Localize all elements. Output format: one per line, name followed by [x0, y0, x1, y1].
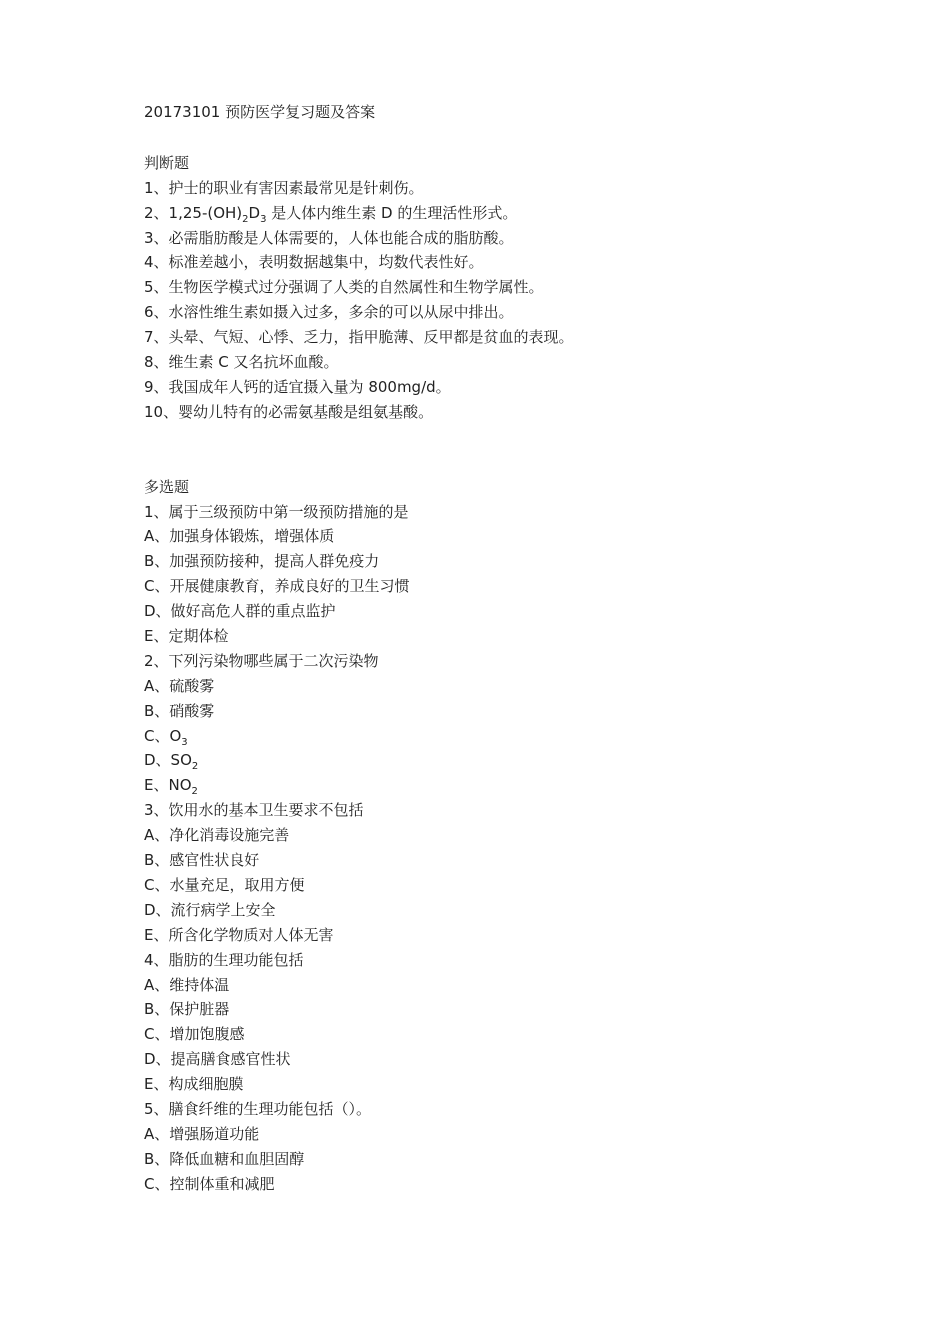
option: B、保护脏器: [144, 1000, 230, 1019]
question-stem: 1、属于三级预防中第一级预防措施的是: [144, 502, 409, 521]
option: E、定期体检: [144, 627, 229, 646]
option: E、所含化学物质对人体无害: [144, 925, 334, 944]
option: C、开展健康教育，养成良好的卫生习惯: [144, 577, 410, 596]
option: A、增强肠道功能: [144, 1124, 260, 1143]
option: D、流行病学上安全: [144, 900, 276, 919]
document-title: 20173101 预防医学复习题及答案: [144, 103, 376, 121]
judgment-item-8: 8、维生素 C 又名抗坏血酸。: [144, 353, 339, 372]
judgment-item-6: 6、水溶性维生素如摄入过多，多余的可以从尿中排出。: [144, 303, 514, 322]
option: E、$NO_2$: [144, 776, 198, 798]
question-stem: 4、脂肪的生理功能包括: [144, 950, 304, 969]
option: D、提高膳食感官性状: [144, 1050, 291, 1069]
document-page: [144, 96, 844, 1197]
option: C、控制体重和减肥: [144, 1174, 275, 1193]
judgment-item-4: 4、标准差越小，表明数据越集中，均数代表性好。: [144, 253, 484, 272]
option: D、做好高危人群的重点监护: [144, 602, 336, 621]
option: B、感官性状良好: [144, 851, 260, 870]
judgment-item-5: 5、生物医学模式过分强调了人类的自然属性和生物学属性。: [144, 278, 544, 297]
option: A、维持体温: [144, 975, 230, 994]
option: B、降低血糖和血胆固醇: [144, 1149, 305, 1168]
option: A、净化消毒设施完善: [144, 826, 290, 845]
question-stem: 3、饮用水的基本卫生要求不包括: [144, 801, 364, 820]
option: C、$O_3$: [144, 726, 188, 748]
option: A、硫酸雾: [144, 676, 215, 695]
option: B、硝酸雾: [144, 701, 215, 720]
option: D、$SO_2$: [144, 751, 199, 773]
section-heading-judgment: 判断题: [144, 153, 190, 172]
option: C、增加饱腹感: [144, 1025, 245, 1044]
question-stem: 5、膳食纤维的生理功能包括（）。: [144, 1099, 372, 1118]
judgment-item-1: 1、护士的职业有害因素最常见是针刺伤。: [144, 178, 424, 197]
option: E、构成细胞膜: [144, 1075, 244, 1094]
judgment-item-7: 7、头晕、气短、心悸、乏力，指甲脆薄、反甲都是贫血的表现。: [144, 328, 574, 347]
judgment-item-9: 9、我国成年人钙的适宜摄入量为 800mg/d。: [144, 377, 451, 396]
section-heading-multi: 多选题: [144, 477, 190, 496]
option: B、加强预防接种，提高人群免疫力: [144, 552, 380, 571]
question-stem: 2、下列污染物哪些属于二次污染物: [144, 651, 379, 670]
option: C、水量充足，取用方便: [144, 875, 305, 894]
judgment-item-3: 3、必需脂肪酸是人体需要的，人体也能合成的脂肪酸。: [144, 228, 514, 247]
judgment-item-2: 2、$1,25-(OH)_2D_3$ 是人体内维生素 D 的生理活性形式。: [144, 203, 518, 225]
option: A、加强身体锻炼，增强体质: [144, 527, 335, 546]
judgment-item-10: 10、婴幼儿特有的必需氨基酸是组氨基酸。: [144, 402, 434, 421]
